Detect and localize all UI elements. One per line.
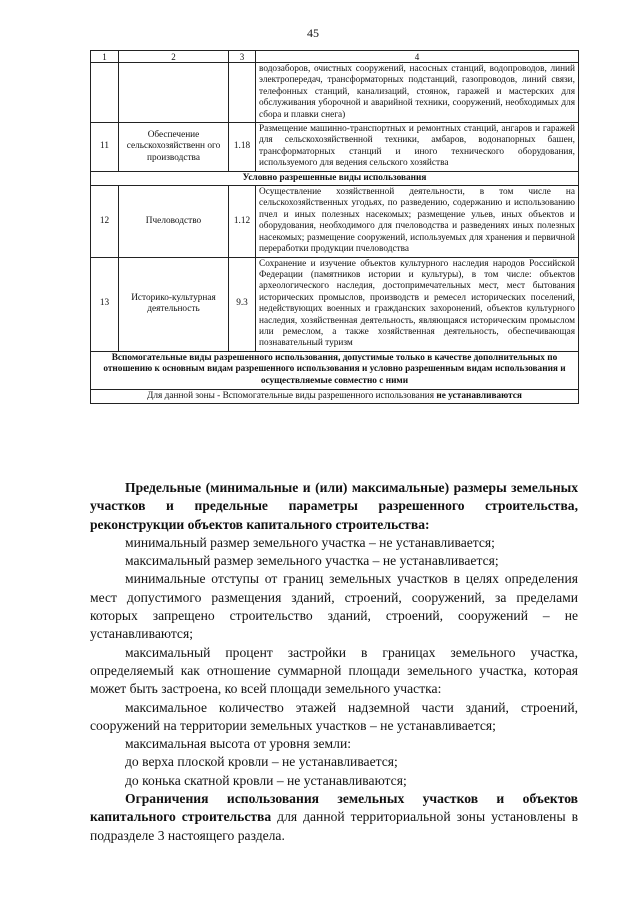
use-description-cell: Размещение машинно-транспортных и ремонтных станций, ангаров и гаражей для сельскохозяйственной техники, амбаров, водонапорных башен, трансформаторных станций и иного технического оборудования, используемого для ведения сельского хозяйства — [256, 123, 579, 172]
auxiliary-uses-header-row — [91, 351, 579, 389]
auxiliary-uses-footer-row — [91, 389, 579, 403]
land-use-table — [90, 50, 579, 404]
column-number-1: 1 — [91, 51, 119, 63]
auxiliary-uses-footer — [91, 389, 579, 403]
use-code-cell — [229, 63, 256, 123]
row-number-cell: 11 — [91, 123, 119, 172]
column-numbers-row — [91, 51, 579, 63]
restrictions-paragraph — [90, 790, 578, 845]
parameter-item: максимальный размер земельного участка – не устанавливается; — [125, 553, 499, 569]
use-description-cell: водозаборов, очистных сооружений, насосных станций, водопроводов, линий электропередач, трансформаторных подстанций, газопроводов, линий связи, телефонных станций, канализаций, стоянок, гаражей и мастерских для обслуживания уборочной и аварийной техники, сооружений, необходимых для сбора и плавки снега) — [256, 63, 579, 123]
parameter-item: максимальное количество этажей надземной части зданий, строений, сооружений на территории земельных участков – не устанавливается; — [90, 699, 578, 733]
use-description-cell: Сохранение и изучение объектов культурного наследия народов Российской Федерации (памятников истории и культуры), в том числе: объектов археологического наследия, достопримечательных мест, мест бытования исторических промыслов, производств и ремесел исторических поселений, недействующих военных и гражданских захоронений, объектов культурного наследия, хозяйственная деятельность, являющаяся историческим промыслом или ремеслом, а также хозяйственная деятельность, обеспечивающая познавательный туризм — [256, 257, 579, 351]
parameters-heading: Предельные (минимальные и (или) максимальные) размеры земельных участков и предельные параметры разрешенного строительства, реконструкции объектов капитального строительства: — [90, 480, 578, 532]
restrictions-bold-text: Ограничения использования земельных участков и объектов капитального строительства — [90, 791, 578, 825]
table-row — [91, 257, 579, 351]
table-row — [91, 186, 579, 257]
use-name-cell: Обеспечение сельскохозяйственн ого производства — [119, 123, 229, 172]
column-number-3: 3 — [229, 51, 256, 63]
parameter-item: максимальный процент застройки в границах земельного участка, определяемый как отношение суммарной площади земельного участка, которая может быть застроена, ко всей площади земельного участка: — [90, 644, 578, 697]
column-number-2: 2 — [119, 51, 229, 63]
parameter-item: минимальные отступы от границ земельных участков в целях определения мест допустимого размещения зданий, строений, сооружений, за пределами которых запрещено строительство зданий, строений, сооружений – не устанавливаются; — [90, 571, 578, 642]
auxiliary-uses-header: Вспомогательные виды разрешенного использования, допустимые только в качестве дополнительных по отношению к основным видам разрешенного использования и условно разрешенным видам использования и осуществляемые совместно с ними — [91, 351, 579, 389]
column-number-4: 4 — [256, 51, 579, 63]
footer-bold-text: не устанавливаются — [436, 390, 522, 401]
row-number-cell: 12 — [91, 186, 119, 257]
parameter-item: до верха плоской кровли – не устанавливается; — [125, 754, 398, 770]
use-name-cell: Пчеловодство — [119, 186, 229, 257]
use-code-cell: 1.18 — [229, 123, 256, 172]
restrictions-text: для данной территориальной зоны установлены в подразделе 3 настоящего раздела. — [90, 809, 578, 843]
row-number-cell: 13 — [91, 257, 119, 351]
row-number-cell — [91, 63, 119, 123]
use-name-cell: Историко-культурная деятельность — [119, 257, 229, 351]
parameter-item: до конька скатной кровли – не устанавливаются; — [125, 772, 407, 788]
table-row — [91, 123, 579, 172]
use-description-cell: Осуществление хозяйственной деятельности, в том числе на сельскохозяйственных угодьях, по разведению, содержанию и использованию пчел и иных полезных насекомых; размещение ульев, иных объектов и оборудования, необходимого для пчеловодства и разведениях иных полезных насекомых; размещение сооружений, используемых для хранения и первичной переработки продукции пчеловодства — [256, 186, 579, 257]
use-code-cell: 1.12 — [229, 186, 256, 257]
parameter-item: минимальный размер земельного участка – не устанавливается; — [125, 534, 495, 550]
table-row-continuation — [91, 63, 579, 123]
page-number: 45 — [307, 26, 319, 40]
conditional-uses-header-row — [91, 171, 579, 185]
parameters-section — [90, 479, 578, 845]
conditional-uses-header: Условно разрешенные виды использования — [91, 171, 579, 185]
footer-text: Для данной зоны - Вспомогательные виды разрешенного использования — [147, 390, 435, 401]
parameter-item: максимальная высота от уровня земли: — [125, 736, 351, 752]
use-name-cell — [119, 63, 229, 123]
use-code-cell: 9.3 — [229, 257, 256, 351]
